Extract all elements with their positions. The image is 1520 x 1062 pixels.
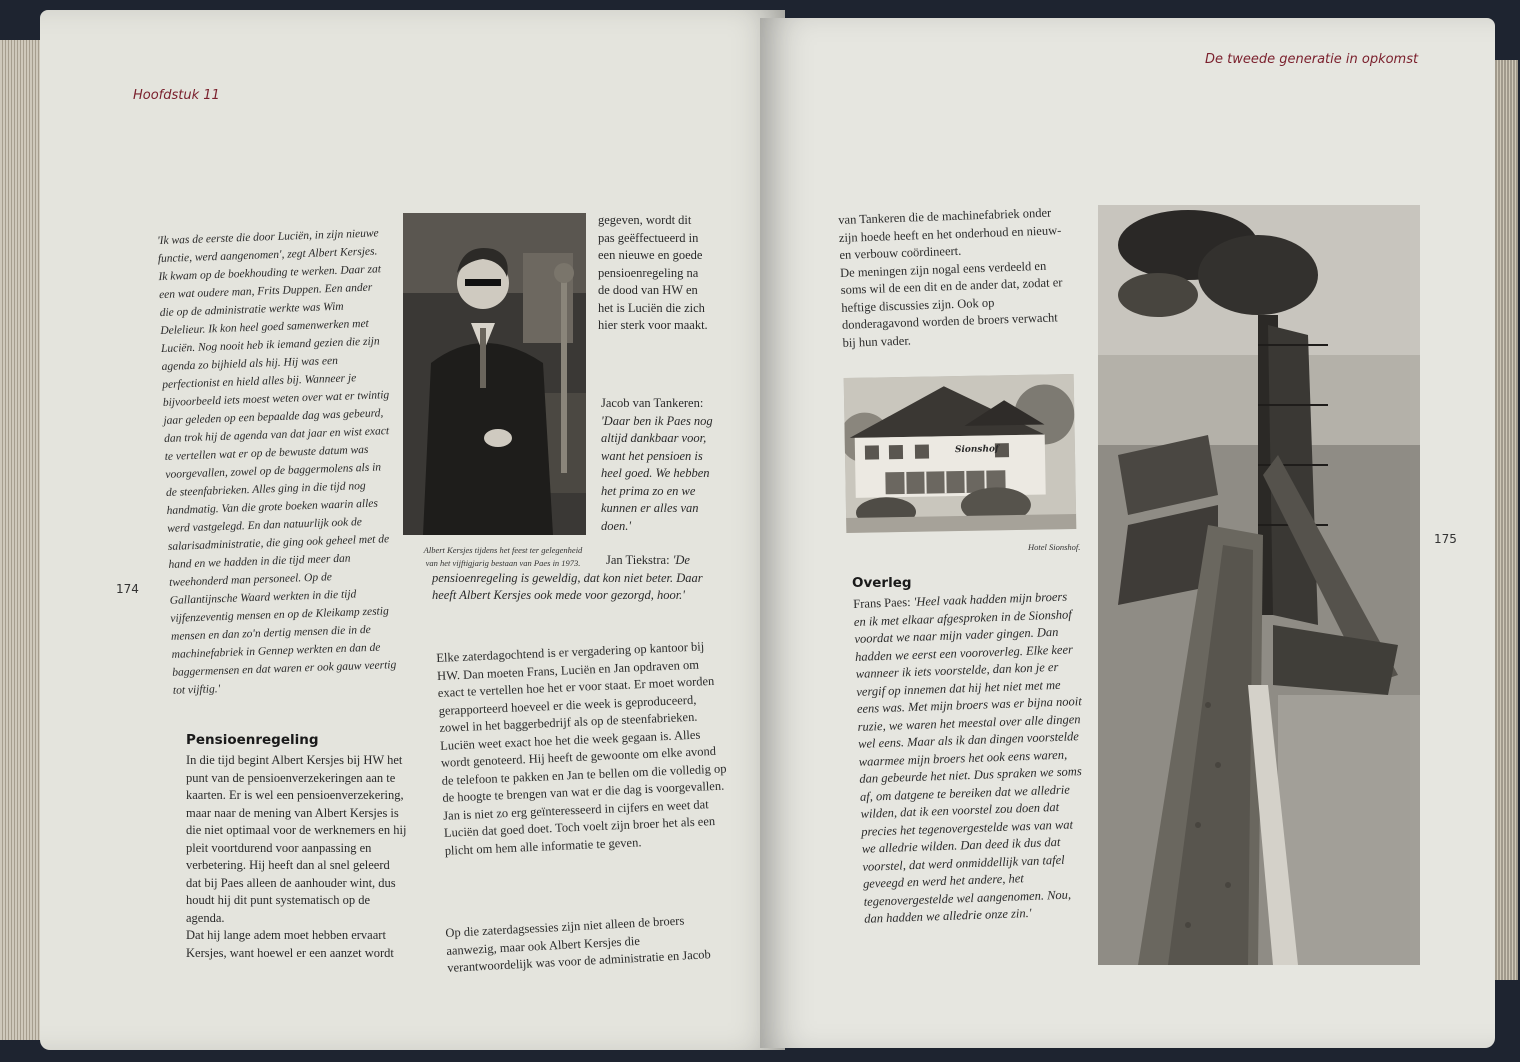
jacob-intro: Jacob van Tankeren:: [601, 396, 704, 410]
photo-caption-left: Albert Kersjes tijdens het feest ter gelegenheid van het vijftigjarig bestaan van Paes in 1973.: [423, 545, 583, 568]
zaterdag-paragraph: Elke zaterdagochtend is er vergadering op kantoor bij HW. Dan moeten Frans, Luciën en Jan opdraven om exact te vertellen hoe het er voor staat. Er moet worden gerapporteerd hoeveel er die week is geproduceerd, zowel in het baggerbedrijf als op de steenfabrieken. Luciën weet exact hoe het die week gegaan is. Alles wordt genoteerd. Hij heeft de gewoonte om elke avond de telefoon te pakken en Jan te bellen om die volledig op de hoogte te brengen van wat er die dag is voorgevallen. Jan is niet zo erg geïnteresseerd in cijfers en weet dat Luciën dat goed doet. Toch voelt zijn broer het als een plicht om hem alle informatie te geven.: [436, 639, 727, 858]
jan-block: [432, 552, 712, 605]
right-top-text-1: van Tankeren die de machinefabriek onder zijn hoede heeft en het onderhoud en nieuw- en verbouw coördineert.: [838, 205, 1062, 262]
section-heading-pensioenregeling: Pensioenregeling: [186, 732, 319, 748]
page-edges-right: [1492, 60, 1518, 980]
running-head-right: De tweede generatie in opkomst: [1205, 52, 1419, 67]
frans-intro: Frans Paes:: [853, 594, 911, 611]
portrait-photo-icon: [403, 213, 586, 535]
photo-dredger: [1098, 205, 1420, 965]
albert-quote: 'Ik was de eerste die door Luciën, in zijn nieuwe functie, werd aangenomen', zegt Albert Kersjes. Ik kwam op de boekhouding te werken. Daar zat een wat oudere man, Frits Duppen. Een ander die op de administratie werkte was Wim Delelieur. Ik kon heel goed samenwerken met Luciën. Nog nooit heb ik iemand gezien die zijn agenda zo bijhield als hij. Hij was een perfectionist en hield alles bij. Wanneer je bijvoorbeeld iets moest weten over wat er twintig jaar geleden op een bepaalde dag was gebeurd, dan trok hij de agenda van dat jaar en wist exact te vertellen wat er op de bewuste datum was voorgevallen, zowel op de baggermolens als in de steenfabrieken. Alles ging in die tijd nog handmatig. Van die grote boeken waarin alles werd vastgelegd. En dan natuurlijk ook de salarisadministratie, die ging ook geheel met de hand en we hadden in die tijd meer dan tweehonderd man personeel. Op de Gallantijnsche Waard werkten in die tijd vijfenzeventig mensen en op de Kleikamp zestig mensen en dan zo'n dertig mensen die in de machinefabriek in Gennep werkten en dan de baggermensen en dat waren er ook gauw veertig tot vijftig.': [157, 227, 397, 697]
right-top-text: [838, 204, 1073, 352]
industrial-photo-icon: [1098, 205, 1420, 965]
photo-albert-kersjes: [403, 213, 586, 535]
jacob-quote: 'Daar ben ik Paes nog altijd dankbaar voor, want het pensioen is heel goed. We hebben het prima zo en we kunnen er alles van doen.': [601, 413, 713, 533]
col2-top-text: gegeven, wordt dit pas geëffectueerd in een nieuwe en goede pensioenregeling na de dood van HW en het is Luciën die zich hier sterk voor maakt.: [598, 213, 708, 332]
running-head-left: Hoofdstuk 11: [133, 88, 220, 103]
section-heading-overleg: Overleg: [852, 575, 912, 591]
hotel-sign: Sionshof: [954, 444, 999, 456]
pensioen-text-2: Dat hij lange adem moet hebben ervaart Kersjes, want hoewel er een aanzet wordt: [186, 928, 394, 960]
jan-quote: 'De pensioenregeling is geweldig, dat kon niet beter. Daar heeft Albert Kersjes ook mede voor gezorgd, hoor.': [432, 553, 703, 602]
folio-right: 175: [1434, 532, 1457, 546]
hotel-caption: Hotel Sionshof.: [1028, 542, 1081, 552]
frans-block: [853, 588, 1089, 928]
folio-left: 174: [116, 582, 139, 596]
sessies-paragraph: Op die zaterdagsessies zijn niet alleen de broers aanwezig, maar ook Albert Kersjes die verantwoordelijk was voor de administratie en Jacob: [445, 913, 712, 975]
photo-hotel-sionshof: [844, 374, 1077, 533]
jan-intro: Jan Tiekstra:: [606, 553, 670, 567]
page-edges-left: [0, 40, 44, 1040]
pensioen-text-1: In die tijd begint Albert Kersjes bij HW het punt van de pensioenverzekeringen aan te kaarten. Er is wel een pensioenverzekering, maar naar de mening van Albert Kersjes is die niet optimaal voor de werknemers en hij pleit voortdurend voor aanpassing en verbetering. Hij heeft dan al snel geleerd dat bij Paes alleen de aanhouder wint, dus houdt hij dit punt systematisch op de agenda.: [186, 753, 407, 925]
right-top-text-2: De meningen zijn nogal eens verdeeld en soms wil de een dit en de ander dat, zodat er heftige discussies zijn. Ook op donderagavond worden de broers verwacht bij hun vader.: [839, 258, 1063, 350]
jacob-block: [601, 395, 713, 535]
pensioen-text: [186, 752, 408, 962]
frans-quote: 'Heel vaak hadden mijn broers en ik met elkaar afgesproken in de Sionshof voordat we naar mijn vader gingen. Dan hadden we eerst een vooroverleg. Elke keer wanneer ik iets voorstelde, dan kon je er vergif op innemen dat hij het niet met me eens was. Met mijn broers was er bijna nooit ruzie, we waren het meestal over alle dingen wel eens. Maar als ik dan dingen voorstelde waarmee mijn broers het ook eens waren, dan gebeurde het niet. Dus spraken we soms af, om datgene te bereiken dat we alledrie wilden, dat ik een voorstel zou doen dat precies het tegenovergestelde was van wat we alledrie wilden. Dan deed ik dus dat voorstel, dat werd onmiddellijk van tafel geveegd en werd het andere, het tegenovergestelde wel aangenomen. Nou, dan hadden we alledrie onze zin.': [853, 589, 1082, 926]
